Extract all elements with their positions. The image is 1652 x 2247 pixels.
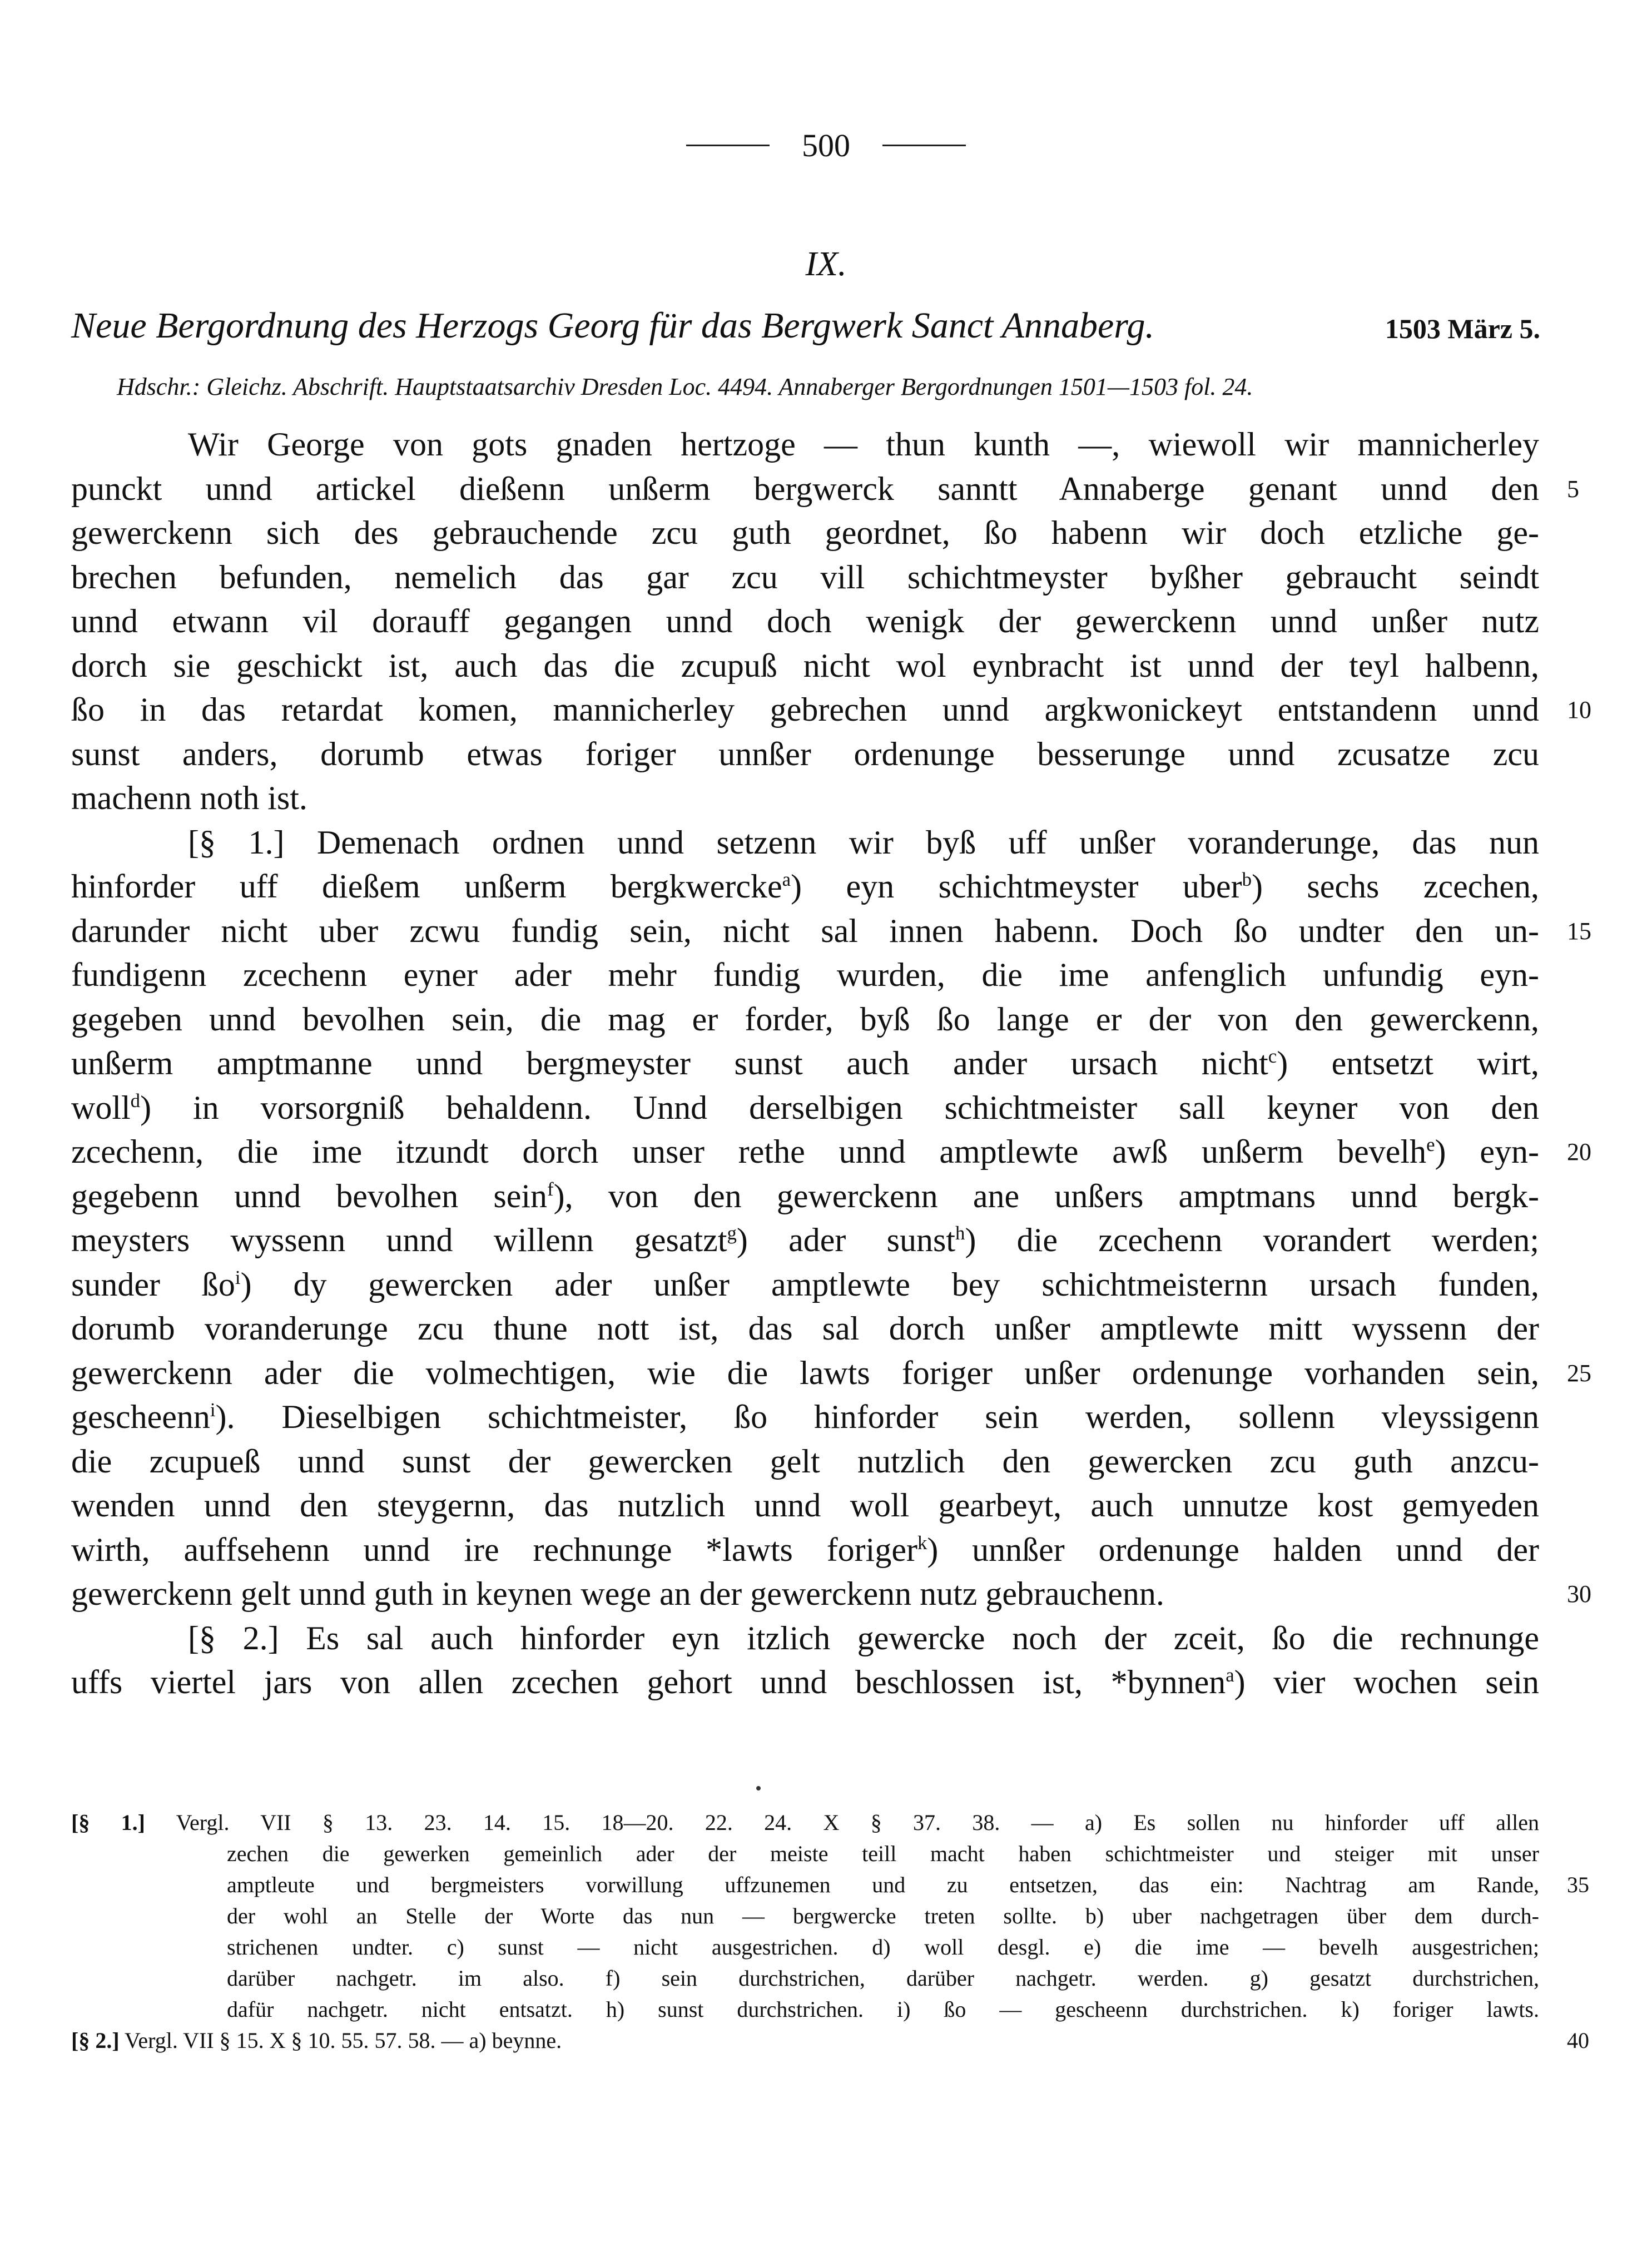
body-line-text: wirth, auffsehenn unnd ire rechnunge *lawts foriger$^k$) unnßer ordenunge halden unnd der [71,1531,1539,1568]
body-line-text: [§ 1.] Demenach ordnen unnd setzenn wir byß uff unßer voranderunge, das nun [188,824,1539,861]
body-line-text: brechen befunden, nemelich das gar zcu vill schichtmeyster byßher gebraucht seindt [71,558,1539,596]
page-number: 500 [802,127,850,163]
body-line [71,423,1539,467]
body-line [71,1263,1539,1307]
body-line-text: darunder nicht uber zcwu fundig sein, nicht sal innen habenn. Doch ßo undter den un- [71,912,1539,949]
footnote-line-text: [§ 1.] Vergl. VII § 13. 23. 14. 15. 18—20. 22. 24. X § 37. 38. — a) Es sollen nu hinforder uff allen [71,1810,1539,1835]
body-line-text: hinforder uff dießem unßerm bergkwercke$^a$) eyn schichtmeyster uber$^b$) sechs zcechen, [71,868,1539,905]
section-number: IX. [805,245,847,283]
footnote-line-text: strichenen undter. c) sunst — nicht ausgestrichen. d) woll desgl. e) die ime — bevelh ausgestrichen; [227,1934,1539,1960]
line-number: 30 [1567,1580,1591,1608]
body-line-text: gewerckenn gelt unnd guth in keynen wege an der gewerckenn nutz gebrauchenn. [71,1575,1164,1612]
body-line [71,865,1539,909]
footnote-line [71,1807,1539,1838]
footnote-line [71,1963,1539,1994]
footnote-line [71,1869,1589,1901]
line-number: 20 [1567,1138,1591,1165]
body-line [71,511,1539,555]
footnote-line-number: 35 [1567,1872,1589,1897]
footnote-line [71,1838,1539,1869]
body-line [71,555,1539,600]
body-line [71,776,1539,821]
body-line-text: unßerm amptmanne unnd bergmeyster sunst auch ander ursach nicht$^c$) entsetzt wirt, [71,1045,1540,1082]
header-rule-left [686,145,770,146]
body-line-text: ßo in das retardat komen, mannicherley gebrechen unnd argkwonickeyt entstandenn unnd [71,691,1539,728]
body-line [71,1351,1591,1396]
footnote-line-text: dafür nachgetr. nicht entsatzt. h) sunst durchstrichen. i) ßo — gescheenn durchstrichen. k) foriger lawts. [227,1997,1539,2022]
body-line-text: uffs viertel jars von allen zcechen gehort unnd beschlossen ist, *bynnen$^a$) vier wochen sein [71,1664,1539,1700]
footnote-line-text: darüber nachgetr. im also. f) sein durchstrichen, darüber nachgetr. werden. g) gesatzt durchstrichen, [227,1966,1539,1991]
body-line-text: fundigenn zcechenn eyner ader mehr fundig wurden, die ime anfenglich unfundig eyn- [71,956,1539,993]
footnote-line-number: 40 [1567,2028,1589,2053]
footnote-divider [756,1786,761,1790]
footnote-line [71,1932,1539,1963]
footnotes [71,1807,1589,2056]
document-title: Neue Bergordnung des Herzogs Georg für das Bergwerk Sanct Annaberg. [71,305,1154,346]
footnote-line-text: [§ 2.] Vergl. VII § 15. X § 10. 55. 57. 58. — a) beynne. [71,2028,562,2053]
body-line-text: gewerckenn sich des gebrauchende zcu guth geordnet, ßo habenn wir doch etzliche ge- [71,514,1539,551]
body-line [71,1218,1539,1263]
body-line [71,1572,1591,1616]
footnote-line [71,1994,1539,2025]
body-line [71,909,1591,954]
source-citation: Hdschr.: Gleichz. Abschrift. Hauptstaatsarchiv Dresden Loc. 4494. Annaberger Bergordnungen 1501—1503 fol. 24. [117,373,1253,400]
document-date: 1503 März 5. [1385,313,1540,344]
header-rule-right [882,145,966,146]
body-line [71,1130,1591,1174]
line-number: 5 [1567,475,1579,503]
body-line [71,821,1539,865]
body-line [71,1174,1539,1219]
body-line [71,599,1539,644]
body-line-text: sunst anders, dorumb etwas foriger unnßer ordenunge besserunge unnd zcusatze zcu [71,735,1539,772]
body-line-text: woll$^d$) in vorsorgniß behaldenn. Unnd derselbigen schichtmeister sall keyner von den [71,1089,1539,1126]
body-line-text: punckt unnd artickel dießenn unßerm bergwerck sanntt Annaberge genant unnd den [71,470,1539,507]
body-line [71,1395,1539,1440]
body-line-text: unnd etwann vil dorauff gegangen unnd doch wenigk der gewerckenn unnd unßer nutz [71,603,1539,639]
body-line-text: machenn noth ist. [71,780,307,816]
body-line-text: Wir George von gots gnaden hertzoge — thun kunth —, wiewoll wir mannicherley [188,426,1539,463]
body-line-text: gegeben unnd bevolhen sein, die mag er forder, byß ßo lange er der von den gewerckenn, [71,1000,1539,1038]
body-line-text: gewerckenn ader die volmechtigen, wie die lawts foriger unßer ordenunge vorhanden sein, [71,1354,1539,1391]
body-line-text: wenden unnd den steygernn, das nutzlich unnd woll gearbeyt, auch unnutze kost gemyeden [71,1487,1539,1524]
body-line [71,1086,1539,1130]
body-line [71,1616,1539,1661]
footnote-line-text: zechen die gewerken gemeinlich ader der meiste teill macht haben schichtmeister und steiger mit unser [227,1841,1539,1866]
body-line [71,1440,1539,1484]
footnote-line-text: amptleute und bergmeisters vorwillung uffzunemen und zu entsetzen, das ein: Nachtrag am Rande, [227,1872,1539,1897]
body-line [71,1660,1539,1705]
body-line-text: dorumb voranderunge zcu thune nott ist, das sal dorch unßer amptlewte mitt wyssenn der [71,1310,1539,1347]
page-header [0,127,1652,164]
body-line-text: zcechenn, die ime itzundt dorch unser rethe unnd amptlewte awß unßerm bevelh$^e$) eyn- [71,1133,1539,1170]
body-line [71,953,1539,998]
body-line-text: [§ 2.] Es sal auch hinforder eyn itzlich gewercke noch der zceit, ßo die rechnunge [188,1619,1539,1656]
body-line-text: meysters wyssenn unnd willenn gesatzt$^g$) ader sunst$^h$) die zcechenn vorandert werden; [71,1222,1540,1258]
body-line [71,732,1539,777]
line-number: 10 [1567,696,1591,723]
line-number: 15 [1567,917,1591,945]
body-line [71,467,1579,512]
body-line [71,688,1591,732]
footnote-line [71,2025,1589,2056]
body-text [71,423,1591,1705]
body-line [71,998,1539,1042]
body-line-text: dorch sie geschickt ist, auch das die zcupuß nicht wol eynbracht ist unnd der teyl halbenn, [71,647,1539,684]
body-line [71,1307,1539,1351]
body-line [71,1528,1539,1573]
footnote-line [71,1901,1539,1932]
line-number: 25 [1567,1359,1591,1387]
body-line-text: gegebenn unnd bevolhen sein$^f$), von den gewerckenn ane unßers amptmans unnd bergk- [71,1177,1539,1214]
body-line [71,1484,1539,1528]
body-line-text: sunder $ßo^i$) dy gewercken ader unßer amptlewte bey schichtmeisternn ursach funden, [71,1266,1539,1303]
body-line-text: gescheenn$^i$). Dieselbigen schichtmeister, ßo hinforder sein werden, sollenn vleyssigenn [71,1398,1539,1435]
footnote-line-text: der wohl an Stelle der Worte das nun — bergwercke treten sollte. b) uber nachgetragen über dem durch- [227,1903,1539,1928]
body-line-text: die zcupueß unnd sunst der gewercken gelt nutzlich den gewercken zcu guth anzcu- [71,1442,1539,1480]
body-line [71,1041,1539,1086]
body-line [71,644,1539,688]
